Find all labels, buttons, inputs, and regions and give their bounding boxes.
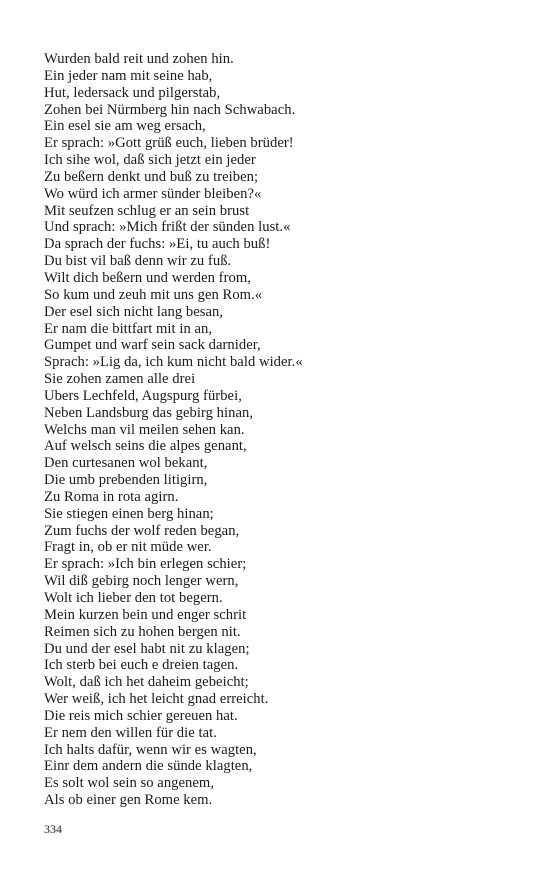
poem-line: Zu Roma in rota agirn. — [44, 488, 179, 505]
poem-line: Zum fuchs der wolf reden began, — [44, 522, 240, 539]
poem-line: Sie zohen zamen alle drei — [44, 371, 196, 388]
poem-line: Neben Landsburg das gebirg hinan, — [44, 404, 254, 421]
poem-line: Mit seufzen schlug er an sein brust — [44, 202, 250, 219]
poem-line: Reimen sich zu hohen bergen nit. — [44, 623, 241, 640]
poem-line: Sie stiegen einen berg hinan; — [44, 505, 214, 522]
poem-line: Zu beßern denkt und buß zu treiben; — [44, 168, 259, 185]
poem-line: Du und der esel habt nit zu klagen; — [44, 640, 250, 657]
poem-line: Er nam die bittfart mit in an, — [44, 320, 213, 337]
poem-line: Gumpet und warf sein sack darnider, — [44, 337, 261, 354]
poem-line: Ein esel sie am weg ersach, — [44, 118, 206, 135]
poem-line: Ich sterb bei euch e dreien tagen. — [44, 657, 239, 674]
poem-line: Die reis mich schier gereuen hat. — [44, 707, 238, 724]
poem-line: Ich sihe wol, daß sich jetzt ein jeder — [44, 152, 256, 169]
poem-line: Da sprach der fuchs: »Ei, tu auch buß! — [44, 236, 271, 253]
poem-line: Welchs man vil meilen sehen kan. — [44, 421, 245, 438]
poem-line: Wil diß gebirg noch lenger wern, — [44, 573, 239, 590]
poem-line: Einr dem andern die sünde klagten, — [44, 758, 253, 775]
poem-line: Sprach: »Lig da, ich kum nicht bald wider.« — [44, 354, 303, 371]
poem-line: Die umb prebenden litigirn, — [44, 472, 208, 489]
poem-line: Und sprach: »Mich frißt der sünden lust.« — [44, 219, 291, 236]
poem-line: Er sprach: »Ich bin erlegen schier; — [44, 556, 247, 573]
poem-line: Ich halts dafür, wenn wir es wagten, — [44, 741, 257, 758]
poem-line: Zohen bei Nürmberg hin nach Schwabach. — [44, 101, 296, 118]
poem-line: Wer weiß, ich het leicht gnad erreicht. — [44, 691, 269, 708]
poem-line: Er sprach: »Gott grüß euch, lieben brüder! — [44, 135, 294, 152]
poem-line: Wurden bald reit und zohen hin. — [44, 51, 234, 67]
page-number: 334 — [44, 822, 62, 836]
poem-line: Er nem den willen für die tat. — [44, 724, 217, 741]
poem-line: Du bist vil baß denn wir zu fuß. — [44, 253, 232, 270]
poem-line: Den curtesanen wol bekant, — [44, 455, 208, 472]
poem-line: So kum und zeuh mit uns gen Rom.« — [44, 286, 263, 303]
poem-line: Wolt, daß ich het daheim gebeicht; — [44, 674, 249, 691]
poem-line: Hut, ledersack und pilgerstab, — [44, 84, 221, 101]
poem-line: Ein jeder nam mit seine hab, — [44, 67, 213, 84]
poem-line: Fragt in, ob er nit müde wer. — [44, 539, 212, 556]
poem-line: Es solt wol sein so angenem, — [44, 775, 215, 792]
poem-line: Wolt ich lieber den tot begern. — [44, 590, 223, 606]
poem-line: Wo würd ich armer sünder bleiben?« — [44, 185, 262, 202]
poem-line: Ubers Lechfeld, Augspurg fürbei, — [44, 387, 242, 404]
poem-line: Mein kurzen bein und enger schrit — [44, 606, 247, 623]
poem-line: Auf welsch seins die alpes genant, — [44, 438, 247, 455]
poem-text — [44, 51, 514, 809]
poem-line: Wilt dich beßern und werden from, — [44, 269, 251, 286]
poem-line: Als ob einer gen Rome kem. — [44, 792, 213, 809]
poem-line: Der esel sich nicht lang besan, — [44, 303, 224, 320]
